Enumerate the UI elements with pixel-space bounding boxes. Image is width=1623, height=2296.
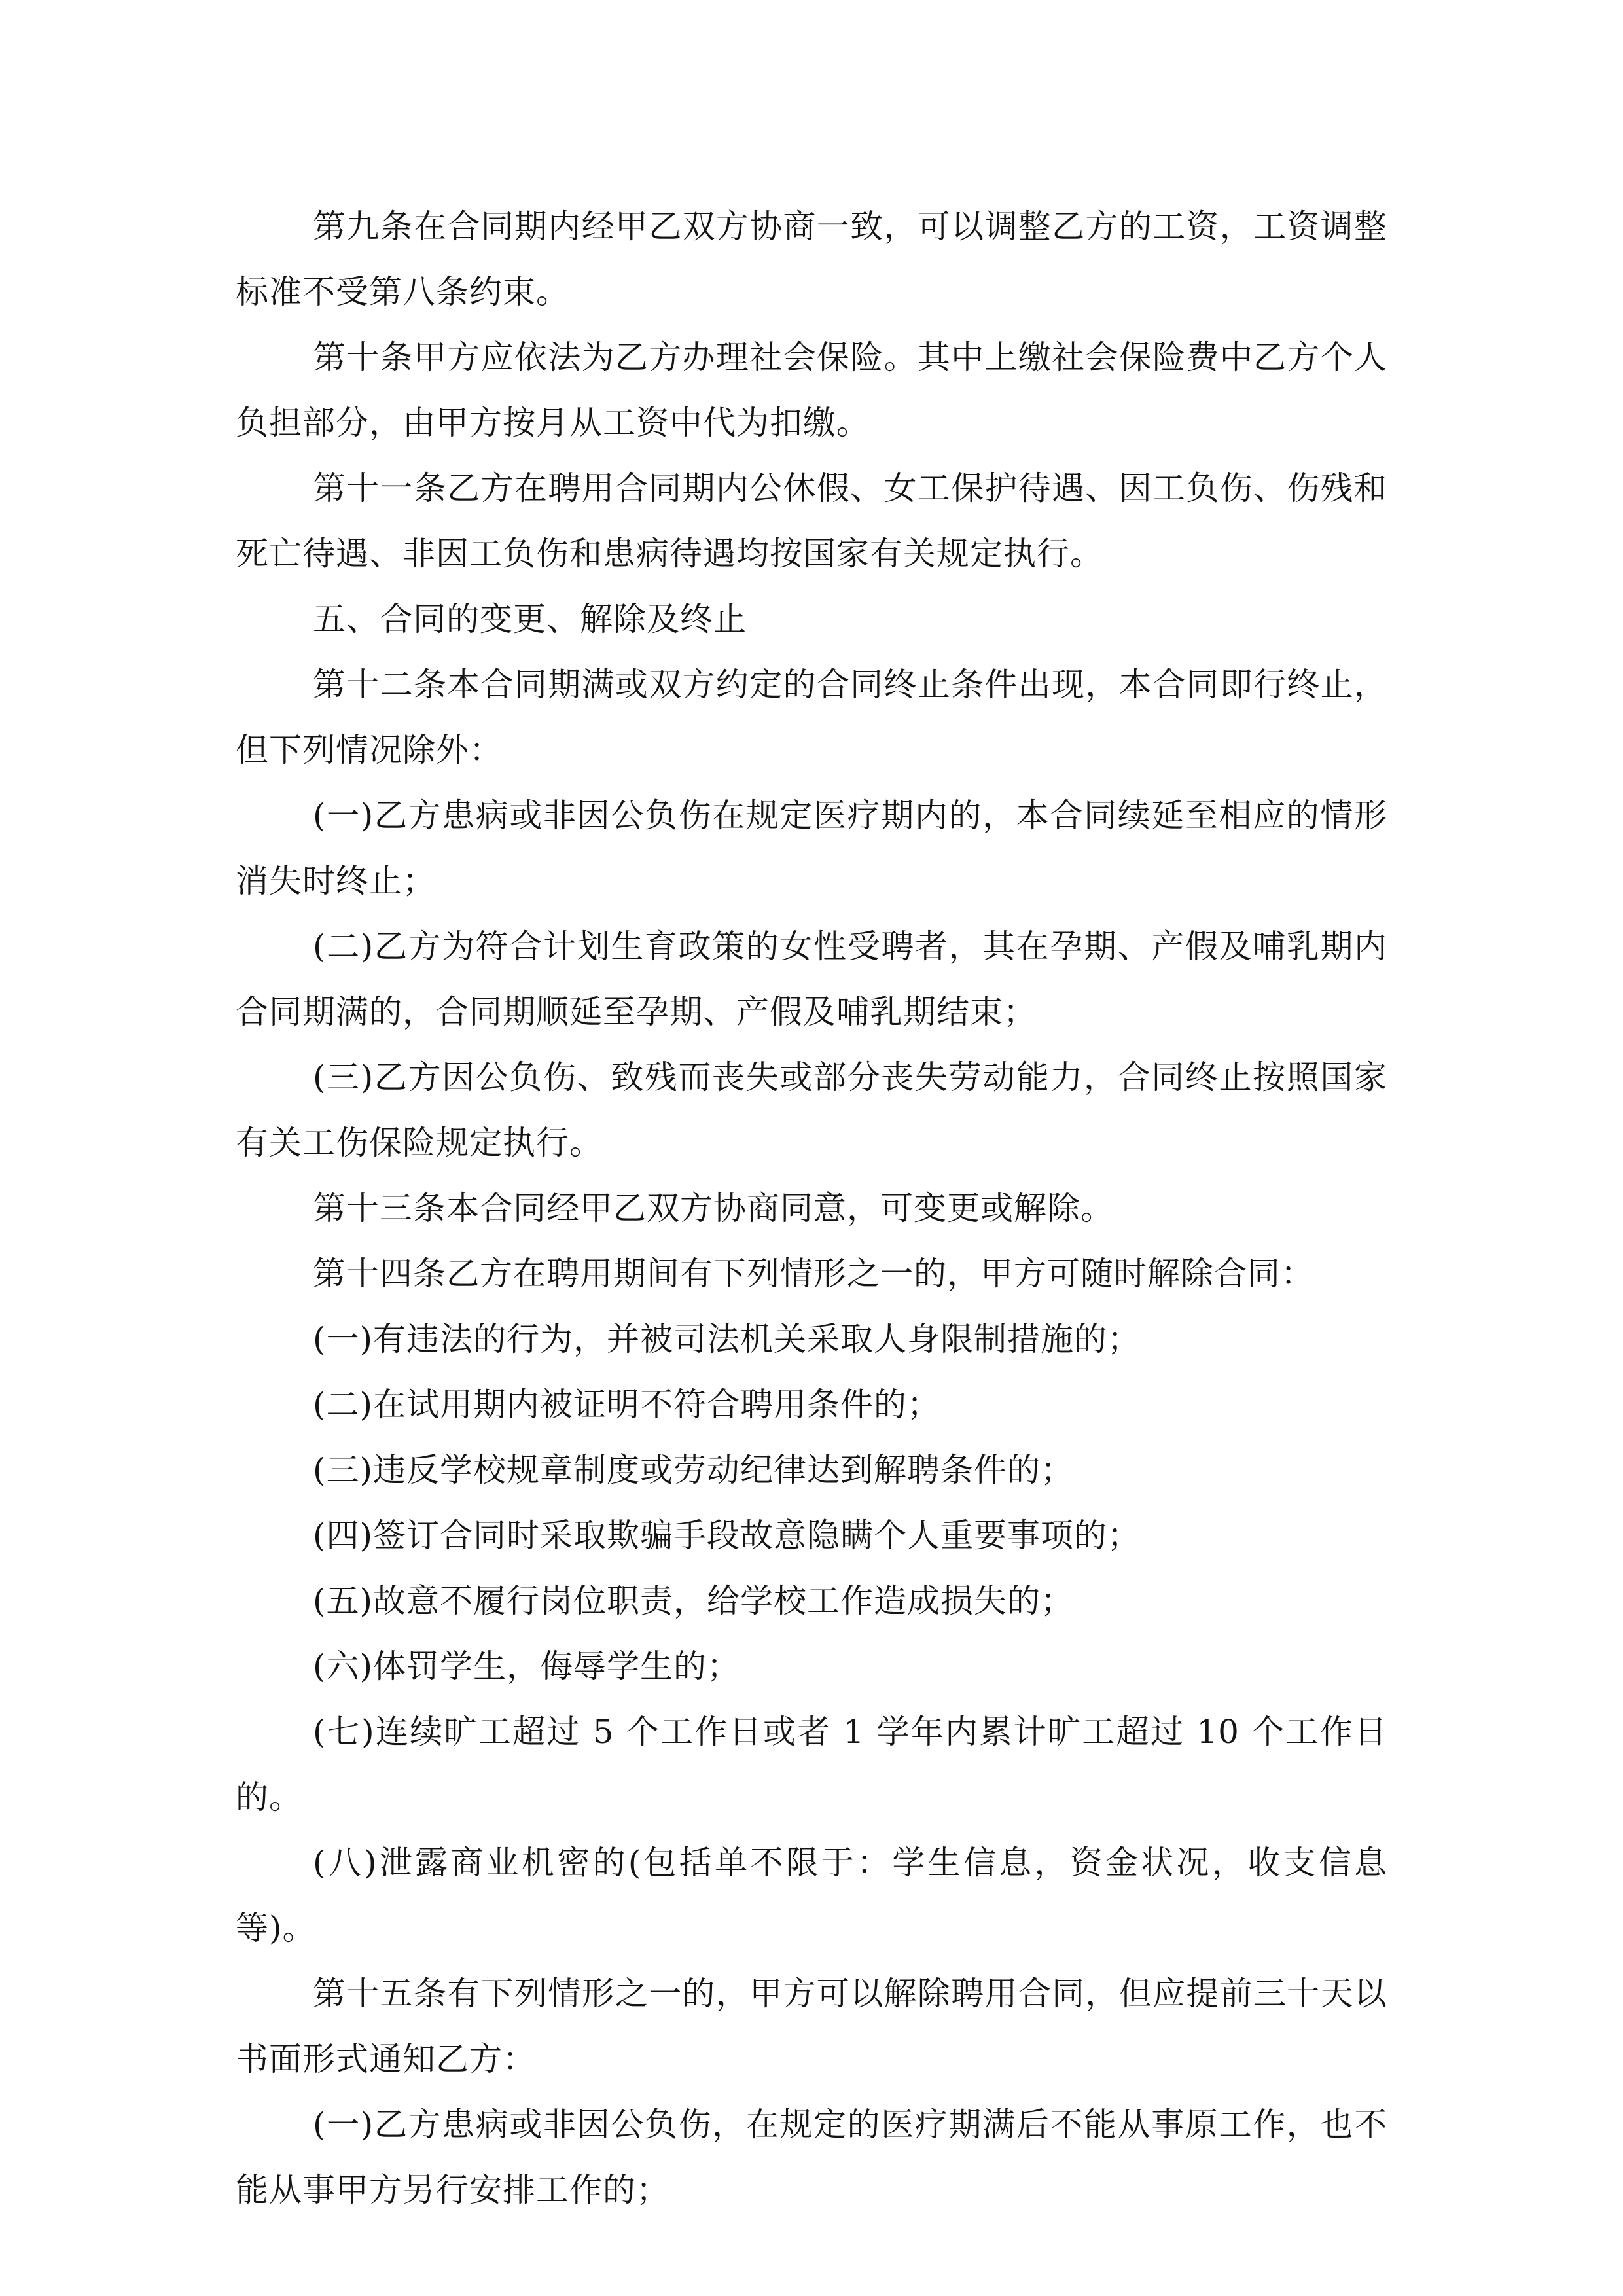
list-item: (一)乙方患病或非因公负伤在规定医疗期内的，本合同续延至相应的情形消失时终止； bbox=[236, 797, 1387, 900]
paragraph-article-13: 第十三条本合同经甲乙双方协商同意，可变更或解除。 bbox=[313, 1189, 1114, 1227]
list-item: (八)泄露商业机密的(包括单不限于：学生信息，资金状况，收支信息等)。 bbox=[236, 1844, 1387, 1947]
paragraph-article-11: 第十一条乙方在聘用合同期内公休假、女工保护待遇、因工负伤、伤残和死亡待遇、非因工负伤和患病待遇均按国家有关规定执行。 bbox=[236, 469, 1387, 573]
list-item: (二)乙方为符合计划生育政策的女性受聘者，其在孕期、产假及哺乳期内合同期满的，合同期顺延至孕期、产假及哺乳期结束； bbox=[236, 927, 1387, 1031]
list-item: (二)在试用期内被证明不符合聘用条件的； bbox=[313, 1386, 941, 1424]
paragraph-article-14: 第十四条乙方在聘用期间有下列情形之一的，甲方可随时解除合同： bbox=[313, 1255, 1314, 1293]
list-item: (一)乙方患病或非因公负伤，在规定的医疗期满后不能从事原工作，也不能从事甲方另行安排工作的； bbox=[236, 2106, 1387, 2209]
list-item: (三)乙方因公负伤、致残而丧失或部分丧失劳动能力，合同终止按照国家有关工伤保险规定执行。 bbox=[236, 1058, 1387, 1162]
paragraph-article-10: 第十条甲方应依法为乙方办理社会保险。其中上缴社会保险费中乙方个人负担部分，由甲方按月从工资中代为扣缴。 bbox=[236, 338, 1387, 442]
list-item: (四)签订合同时采取欺骗手段故意隐瞒个人重要事项的； bbox=[313, 1516, 1141, 1554]
list-item: (七)连续旷工超过 5 个工作日或者 1 学年内累计旷工超过 10 个工作日的。 bbox=[236, 1713, 1387, 1816]
section-heading: 五、合同的变更、解除及终止 bbox=[313, 600, 747, 638]
paragraph-article-12: 第十二条本合同期满或双方约定的合同终止条件出现，本合同即行终止，但下列情况除外： bbox=[236, 666, 1387, 769]
paragraph-article-9: 第九条在合同期内经甲乙双方协商一致，可以调整乙方的工资，工资调整标准不受第八条约束。 bbox=[236, 207, 1387, 311]
paragraph-article-15: 第十五条有下列情形之一的，甲方可以解除聘用合同，但应提前三十天以书面形式通知乙方： bbox=[236, 1975, 1387, 2078]
list-item: (六)体罚学生，侮辱学生的； bbox=[313, 1647, 741, 1685]
document-body bbox=[236, 194, 1387, 2223]
list-item: (三)违反学校规章制度或劳动纪律达到解聘条件的； bbox=[313, 1451, 1075, 1489]
list-item: (一)有违法的行为，并被司法机关采取人身限制措施的； bbox=[313, 1320, 1141, 1358]
list-item: (五)故意不履行岗位职责，给学校工作造成损失的； bbox=[313, 1582, 1075, 1620]
